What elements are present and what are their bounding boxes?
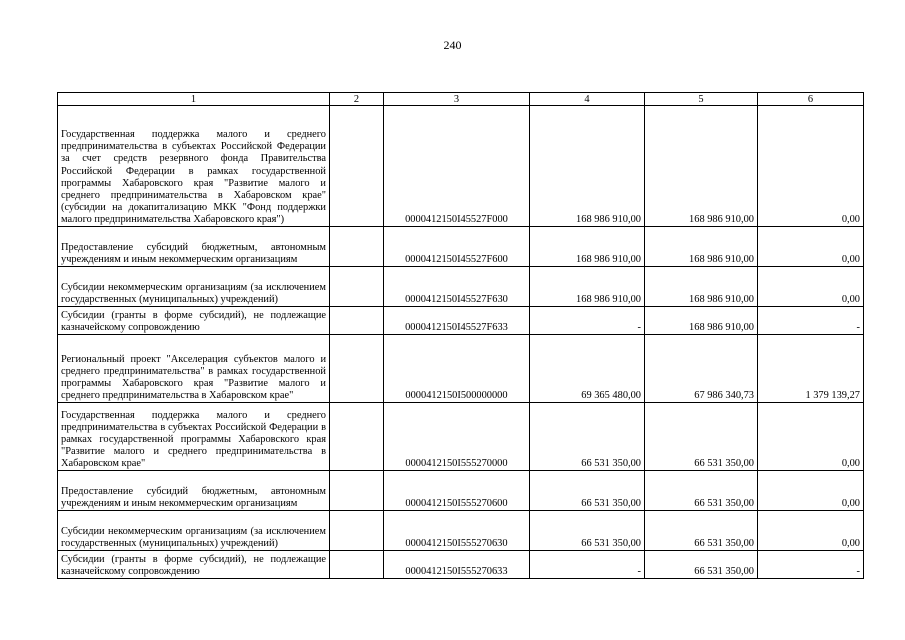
row-col5-cell: 168 986 910,00 (645, 227, 758, 267)
column-header: 5 (645, 93, 758, 106)
row-col2-cell (330, 551, 384, 579)
row-col6-cell: - (758, 551, 864, 579)
row-col2-cell (330, 227, 384, 267)
row-name-cell: Субсидии (гранты в форме субсидий), не подлежащие казначейскому сопровождению (58, 307, 330, 335)
row-code-cell: 0000412150I500000000 (384, 335, 530, 403)
table-header-row (58, 93, 864, 106)
row-code-cell: 0000412150I45527F600 (384, 227, 530, 267)
row-col5-cell: 168 986 910,00 (645, 106, 758, 227)
table-row (58, 403, 864, 471)
row-code-cell: 0000412150I555270630 (384, 511, 530, 551)
row-col6-cell: 0,00 (758, 267, 864, 307)
row-col2-cell (330, 511, 384, 551)
column-header: 3 (384, 93, 530, 106)
row-name-cell: Субсидии некоммерческим организациям (за исключением государственных (муниципальных) учреждений) (58, 511, 330, 551)
row-col2-cell (330, 335, 384, 403)
page-number: 240 (443, 38, 462, 52)
column-header: 1 (58, 93, 330, 106)
row-col6-cell: 0,00 (758, 471, 864, 511)
row-col2-cell (330, 471, 384, 511)
row-col4-cell: 168 986 910,00 (530, 106, 645, 227)
table-row (58, 551, 864, 579)
table-row (58, 267, 864, 307)
column-header: 2 (330, 93, 384, 106)
row-name-cell: Субсидии (гранты в форме субсидий), не подлежащие казначейскому сопровождению (58, 551, 330, 579)
row-code-cell: 0000412150I555270000 (384, 403, 530, 471)
row-col5-cell: 168 986 910,00 (645, 267, 758, 307)
row-col6-cell: 0,00 (758, 403, 864, 471)
table-row (58, 227, 864, 267)
table-row (58, 106, 864, 227)
row-col6-cell: 1 379 139,27 (758, 335, 864, 403)
row-col5-cell: 168 986 910,00 (645, 307, 758, 335)
row-col4-cell: 168 986 910,00 (530, 227, 645, 267)
column-header: 4 (530, 93, 645, 106)
row-name-cell: Предоставление субсидий бюджетным, автономным учреждениям и иным некоммерческим организациям (58, 471, 330, 511)
row-name-cell: Государственная поддержка малого и среднего предпринимательства в субъектах Российской Федерации за счет средств резервного фонда Правительства Российской Федерации в рамках государственной программы Хабаровского края "Развитие малого и среднего предпринимательства в Хабаровском крае" (субсидии на докапитализацию МКК "Фонд поддержки малого предпринимательства Хабаровского края") (58, 106, 330, 227)
column-header: 6 (758, 93, 864, 106)
row-name-cell: Региональный проект "Акселерация субъектов малого и среднего предпринимательства" в рамках государственной программы Хабаровского края "Развитие малого и среднего предпринимательства в Хабаровском крае" (58, 335, 330, 403)
row-col6-cell: - (758, 307, 864, 335)
row-col4-cell: 66 531 350,00 (530, 511, 645, 551)
row-col4-cell: 66 531 350,00 (530, 403, 645, 471)
row-col4-cell: - (530, 551, 645, 579)
row-col2-cell (330, 267, 384, 307)
row-code-cell: 0000412150I45527F630 (384, 267, 530, 307)
row-name-cell: Предоставление субсидий бюджетным, автономным учреждениям и иным некоммерческим организациям (58, 227, 330, 267)
row-col2-cell (330, 307, 384, 335)
row-col5-cell: 66 531 350,00 (645, 511, 758, 551)
table-row (58, 511, 864, 551)
row-col4-cell: 168 986 910,00 (530, 267, 645, 307)
row-code-cell: 0000412150I555270600 (384, 471, 530, 511)
row-code-cell: 0000412150I45527F633 (384, 307, 530, 335)
row-col5-cell: 66 531 350,00 (645, 551, 758, 579)
row-code-cell: 0000412150I555270633 (384, 551, 530, 579)
table-row (58, 307, 864, 335)
row-col4-cell: 69 365 480,00 (530, 335, 645, 403)
table-row (58, 335, 864, 403)
row-col6-cell: 0,00 (758, 106, 864, 227)
row-name-cell: Субсидии некоммерческим организациям (за исключением государственных (муниципальных) учреждений) (58, 267, 330, 307)
row-col4-cell: 66 531 350,00 (530, 471, 645, 511)
row-col6-cell: 0,00 (758, 227, 864, 267)
row-col6-cell: 0,00 (758, 511, 864, 551)
budget-table (57, 92, 864, 579)
row-col2-cell (330, 403, 384, 471)
row-name-cell: Государственная поддержка малого и среднего предпринимательства в субъектах Российской Федерации в рамках государственной программы Хабаровского края "Развитие малого и среднего предпринимательства в Хабаровском крае" (58, 403, 330, 471)
row-col4-cell: - (530, 307, 645, 335)
row-col5-cell: 67 986 340,73 (645, 335, 758, 403)
row-col2-cell (330, 106, 384, 227)
row-col5-cell: 66 531 350,00 (645, 471, 758, 511)
row-code-cell: 0000412150I45527F000 (384, 106, 530, 227)
row-col5-cell: 66 531 350,00 (645, 403, 758, 471)
table-row (58, 471, 864, 511)
